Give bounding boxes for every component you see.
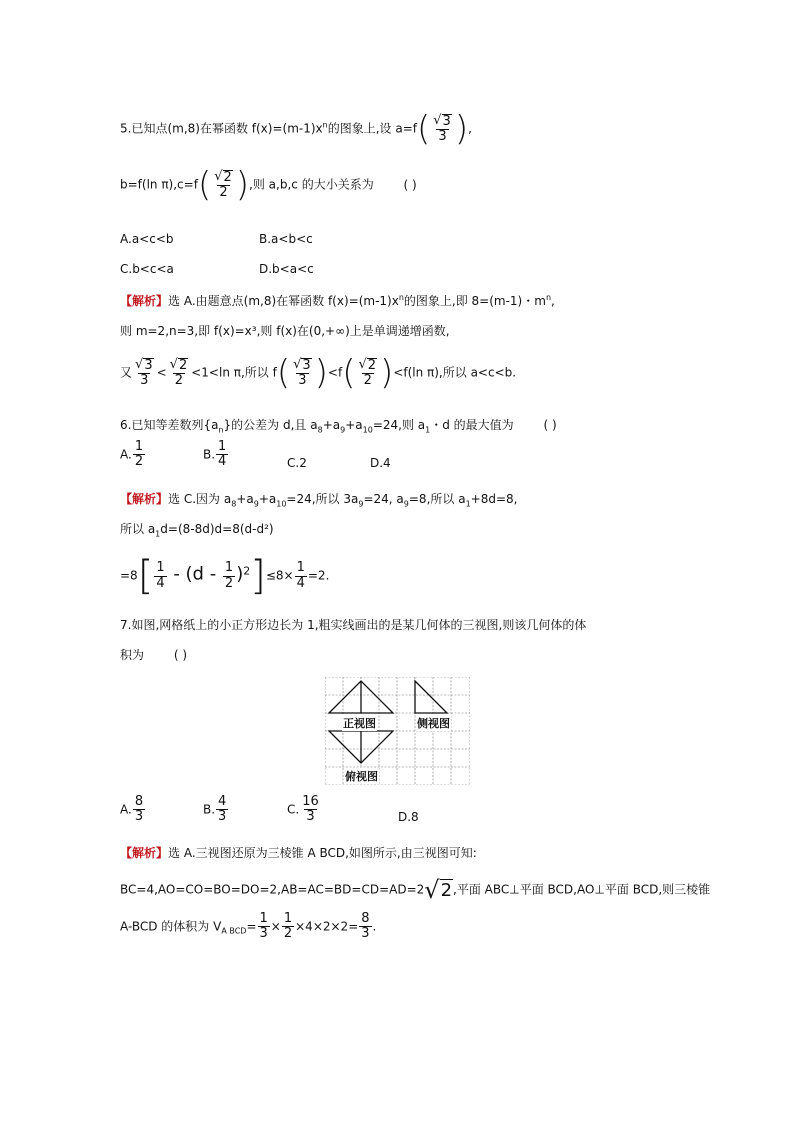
q5-analysis-sqrt3-radicand-b: 3 [302,357,311,373]
q7-f3-den: 3 [361,926,370,942]
q5-analysis-lt-1: < [156,365,167,380]
q5-analysis-text-a: 选 A.由题意点(m,8)在幂函数 f(x)=(m-1)x [168,294,399,308]
q5-analysis-sqrt3-den: 3 [140,373,149,388]
q6-analysis-f2-num: 1 [224,560,234,576]
q6-analysis-b: =24,所以 3a [286,492,359,506]
q6-analysis-plus-a2: +a [258,492,277,506]
q6-sub-9: 9 [340,425,346,435]
q6-analysis-frac-1-4 [154,561,166,591]
q6-analysis-l2b: d=(8-8d)d=8(d-d²) [160,522,274,536]
q5-analysis-sqrt2-den-b: 2 [363,373,372,388]
q6-analysis-f2-den: 2 [224,575,234,591]
q5-analysis-sqrt2-radicand-b: 2 [367,357,377,373]
q6-option-c: C.2 [287,456,307,470]
q5-analysis-sqrt3-den-b: 3 [298,373,307,388]
q7-sqrt-symbol: √ [424,876,440,904]
q7-times: × [270,919,281,934]
q5-right-paren: ) [454,109,469,149]
q5-stem-text-d: b=f(ln π),c=f [120,177,198,192]
q6-analysis-f1-num: 1 [156,560,165,576]
q7-option-a [120,795,146,825]
q7-sqrt-radicand: 2 [440,879,453,901]
q5-analysis-tag: 【解析】 [120,294,169,308]
q6-analysis-sub-1: 1 [465,499,471,509]
q6-stem [120,416,557,434]
q6-analysis-f3-num: 1 [296,560,305,576]
q6-option-b-num: 1 [218,439,227,454]
q5-sqrt2-denominator: 2 [219,185,228,200]
q7-volume-subscript: A BCD [221,926,247,936]
q7-option-c-den: 3 [306,809,315,825]
q7-analysis-l1: 选 A.三视图还原为三棱锥 A BCD,如图所示,由三视图可知: [168,846,477,860]
q6-analysis-d: =8,所以 a [408,492,466,506]
q6-analysis-l2-sub-1: 1 [155,529,161,539]
top-view-shape [329,731,393,763]
q6-analysis-frac-1-4b [295,561,307,591]
q6-stem-a: 6.已知等差数列{a [120,418,219,432]
q5-fraction-sqrt2-over-2: √ 2 2 [214,168,232,200]
q7-answer-blank: ( ) [173,648,188,662]
q5-left-paren-2: ( [197,165,212,205]
q6-analysis-l3-end: =2. [307,568,330,583]
q5-analysis-line2: 则 m=2,n=3,即 f(x)=x³,则 f(x)在(0,+∞)上是单调递增函数, [120,324,450,338]
q5-stem-line1 [120,109,472,149]
side-view-label: 侧视图 [417,717,450,730]
q7-analysis-l3-end: . [372,919,377,934]
q6-analysis-l3a: =8 [120,568,138,583]
q6-sub-1: 1 [425,425,431,435]
q6-option-a-label: A. [120,447,132,462]
q7-option-d: D.8 [398,810,419,824]
q7-option-c [287,795,322,825]
q5-analysis-sqrt2-den: 2 [174,373,184,388]
q6-analysis-l3-square: 2 [243,564,251,578]
q7-stem-line2-text: 积为 [120,648,145,662]
q6-plus-a: +a [322,418,341,432]
top-view-label: 俯视图 [345,770,378,783]
q5-analysis-text-c: , [551,294,555,308]
q5-analysis-l3-mid: <1<ln π,所以 f [191,365,277,380]
q5-analysis-frac-sqrt3: √ 3 3 [135,356,153,388]
q7-f3-num: 8 [361,911,370,926]
q7-option-a-label: A. [120,802,132,817]
q7-option-c-label: C. [287,802,300,817]
q6-right-bracket: ] [250,553,266,599]
q7-analysis-tag: 【解析】 [120,846,169,860]
q6-analysis-sub-10: 10 [276,499,287,509]
q6-analysis-l2a: 所以 a [120,522,156,536]
q7-analysis-l2a: BC=4,AO=CO=BO=DO=2,AB=AC=BD=CD=AD=2 [120,882,425,897]
q5-option-b: B.a<b<c [259,232,313,246]
q6-option-b-label: B. [203,447,216,462]
q5-analysis-text-b: 的图象上,即 8=(m-1)・m [403,294,546,308]
q7-f2-den: 2 [283,926,293,942]
q6-analysis-frac-1-2 [223,561,235,591]
q5-exponent: n [322,120,328,130]
q5-analysis-sqrt2-radicand: 2 [178,357,188,373]
q5-analysis-l3-post: <f(ln π),所以 a<c<b. [393,365,517,380]
q5-analysis-rparen-2: ) [380,353,394,393]
q6-option-d: D.4 [370,456,391,470]
q7-analysis-line3 [120,912,376,942]
q6-option-a [120,440,146,470]
q7-option-b-label: B. [203,802,216,817]
q6-analysis-f1-den: 4 [156,575,165,591]
q6-analysis-l3-close: ) [236,563,244,585]
q6-option-a-num: 1 [134,439,144,454]
q5-analysis-l3-pre: 又 [120,365,133,380]
q5-analysis-sqrt3-radicand: 3 [144,357,153,373]
q5-answer-blank: ( ) [403,177,417,192]
q6-analysis-line3 [120,553,330,599]
q6-analysis-line2 [120,520,274,538]
q6-analysis-sub-9c: 9 [403,499,409,509]
q5-sqrt3-radicand: 3 [442,113,451,129]
q5-option-d: D.b<a<c [259,262,314,276]
q6-analysis-c: =24, a [363,492,404,506]
q5-analysis-exp-1: n [398,293,404,302]
q5-stem-text-a: 5.已知点(m,8)在幂函数 f(x)=(m-1)x [120,121,323,136]
q7-option-b [203,795,229,825]
q5-option-c: C.b<c<a [120,262,174,276]
q5-right-paren-2: ) [235,165,250,205]
q5-left-paren: ( [416,109,431,149]
front-view-label: 正视图 [343,717,376,730]
q7-stem-line1: 7.如图,网格纸上的小正方形边长为 1,粗实线画出的是某几何体的三视图,则该几何体的体 [120,618,587,632]
q6-analysis-a: 选 C.因为 a [168,492,232,506]
q6-analysis-f3-den: 4 [296,575,305,591]
q5-analysis-rparen-1: ) [314,353,328,393]
q5-sqrt3-denominator: 3 [438,129,447,144]
q5-analysis-frac-sqrt3-b: √ 3 3 [293,356,311,388]
q7-frac-1-2 [282,912,294,942]
q7-option-c-frac [300,795,321,825]
q5-analysis-lparen-2: ( [342,353,356,393]
q7-option-a-num: 8 [134,794,144,809]
q7-f1-den: 3 [259,926,268,942]
q5-analysis-line1 [120,292,555,309]
q7-option-b-num: 4 [218,794,227,809]
q5-sqrt2-radicand: 2 [223,169,232,185]
q5-option-a: A.a<c<b [120,232,174,246]
q6-analysis-sub-9: 9 [253,499,259,509]
q5-stem-line2 [120,165,417,205]
q6-option-b-frac [216,440,228,470]
q7-f2-num: 1 [283,911,293,926]
q6-option-b [203,440,229,470]
q7-analysis-line2 [120,876,710,904]
q5-analysis-lparen-1: ( [276,353,291,393]
q7-option-b-den: 3 [218,809,227,825]
q7-option-c-num: 16 [302,794,319,809]
q7-stem-line2 [120,646,187,663]
side-view-shape [415,681,447,713]
q6-left-bracket: [ [137,553,154,599]
q5-analysis-frac-sqrt2-b: √ 2 2 [358,356,377,388]
q6-analysis-l3-le: ≤8× [265,568,294,583]
q5-analysis-exp-2: n [545,293,552,302]
q6-sub-n: n [218,425,224,435]
q6-analysis-line1 [120,490,517,508]
q6-option-a-den: 2 [134,454,144,470]
q6-stem-c: =24,则 a [372,418,426,432]
q6-option-a-frac [133,440,145,470]
q5-stem-text-c: , [468,121,472,136]
q5-stem-text-b: 的图象上,设 a=f [327,121,417,136]
q6-analysis-e: +8d=8, [470,492,518,506]
q7-analysis-l2b: ,平面 ABC⊥平面 BCD,AO⊥平面 BCD,则三棱锥 [453,882,711,897]
q6-plus-a2: +a [345,418,363,432]
q6-answer-blank: ( ) [543,418,557,432]
q5-analysis-line3 [120,353,517,393]
q7-frac-8-3 [359,912,371,942]
q6-analysis-plus-a: +a [236,492,254,506]
q5-analysis-frac-sqrt2: √ 2 2 [169,356,188,388]
q7-f1-num: 1 [259,911,268,926]
q6-stem-b: }的公差为 d,且 a [223,418,318,432]
q7-analysis-l3a: A-BCD 的体积为 V [120,919,222,934]
q6-analysis-l3-mid: - (d - [167,563,222,585]
q5-analysis-lt-2: <f [327,365,343,380]
q6-option-b-den: 4 [218,454,227,470]
front-view-shape [329,681,393,713]
q7-option-a-frac [133,795,145,825]
q6-sub-8: 8 [317,425,323,435]
q5-fraction-sqrt3-over-3: √ 3 3 [433,112,451,144]
q7-analysis-l3c: ×4×2×2= [295,919,359,934]
q7-option-a-den: 3 [134,809,144,825]
q6-analysis-tag: 【解析】 [120,492,169,506]
q5-stem-text-e: ,则 a,b,c 的大小关系为 [249,177,374,192]
q7-frac-1-3 [258,912,270,942]
q6-analysis-sub-9b: 9 [358,499,364,509]
q7-analysis-line1 [120,844,477,861]
q7-option-b-frac [216,795,228,825]
q6-sub-10: 10 [362,425,373,435]
q7-analysis-l3b: = [246,919,257,934]
q6-stem-d: ・d 的最大值为 [430,418,514,432]
q6-analysis-sub-8: 8 [231,499,237,509]
